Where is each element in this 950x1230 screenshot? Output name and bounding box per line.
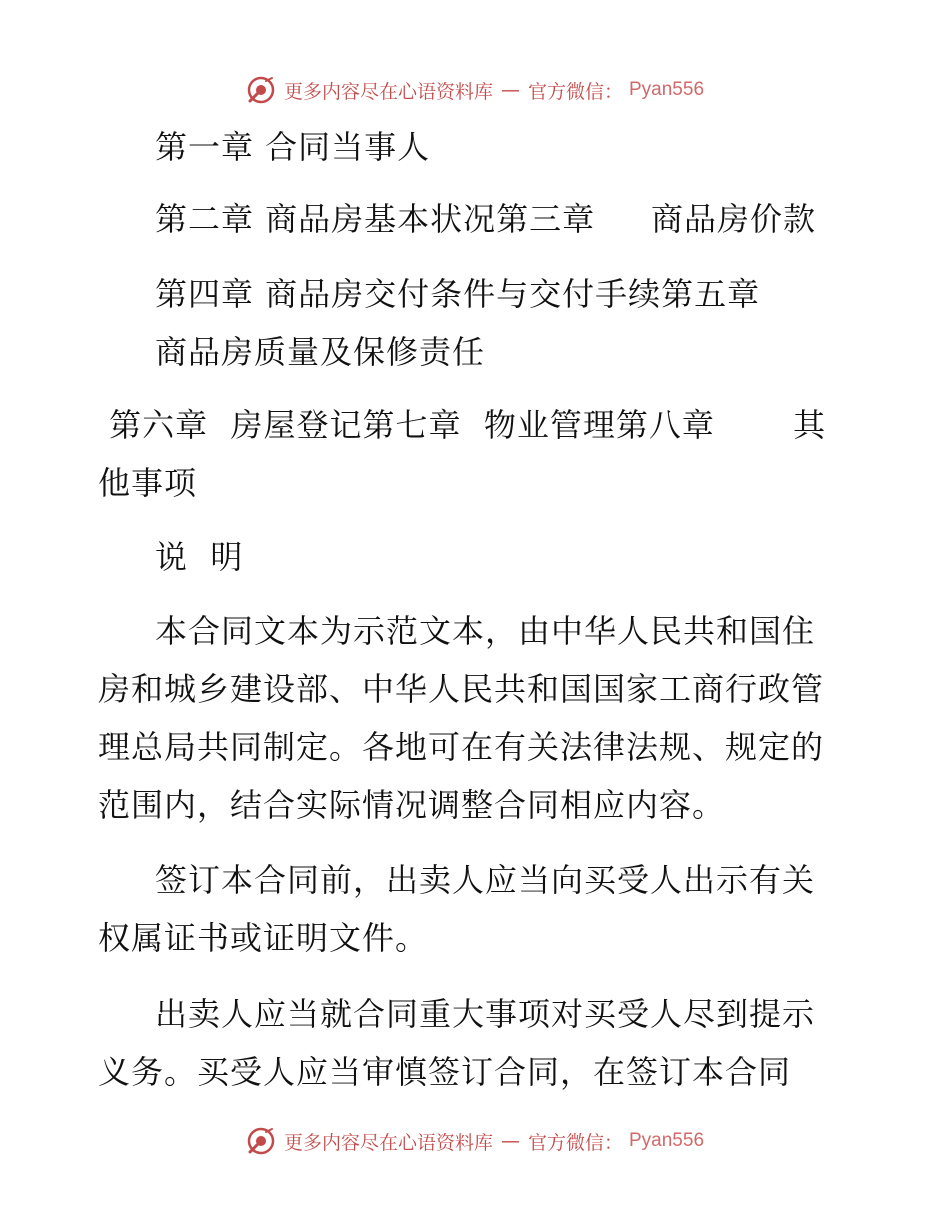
toc-chapter-1: 第一章 合同当事人 xyxy=(155,128,431,166)
watermark-wechat-id: Pyan556 xyxy=(629,1130,705,1151)
toc-chapter-4-5: 第四章 商品房交付条件与交付手续第五章 xyxy=(155,275,761,313)
paragraph-3-line-1: 出卖人应当就合同重大事项对买受人尽到提示 xyxy=(155,995,816,1033)
paragraph-1-line-2: 房和城乡建设部、中华人民共和国国家工商行政管 xyxy=(98,670,825,708)
section-heading: 说 明 xyxy=(155,538,244,576)
watermark-wechat-id: Pyan556 xyxy=(629,79,705,100)
logo-icon xyxy=(246,75,276,105)
paragraph-1-line-3: 理总局共同制定。各地可在有关法律法规、规定的 xyxy=(98,728,825,766)
watermark-separator: — xyxy=(500,1130,520,1152)
watermark-wechat-label: 官方微信： xyxy=(527,1131,623,1154)
header-watermark xyxy=(0,70,950,110)
toc-chapter-8-title: 他事项 xyxy=(98,464,198,502)
toc-chapter-5-title: 商品房质量及保修责任 xyxy=(155,333,486,371)
footer-watermark xyxy=(0,1121,950,1161)
logo-icon xyxy=(246,1126,276,1156)
paragraph-2-line-1: 签订本合同前，出卖人应当向买受人出示有关 xyxy=(155,861,816,899)
paragraph-3-line-2: 义务。买受人应当审慎签订合同，在签订本合同 xyxy=(98,1053,792,1091)
paragraph-1-line-4: 范围内，结合实际情况调整合同相应内容。 xyxy=(98,786,726,824)
paragraph-1-line-1: 本合同文本为示范文本，由中华人民共和国住 xyxy=(155,612,816,650)
watermark-text: 更多内容尽在心语资料库 xyxy=(283,80,493,103)
toc-chapter-6-8: 第六章 房屋登记第七章 物业管理第八章 其 xyxy=(98,406,827,444)
watermark-wechat-label: 官方微信： xyxy=(527,80,623,103)
paragraph-2-line-2: 权属证书或证明文件。 xyxy=(98,919,429,957)
watermark-text: 更多内容尽在心语资料库 xyxy=(283,1131,493,1154)
toc-chapter-2-3: 第二章 商品房基本状况第三章 商品房价款 xyxy=(155,200,817,238)
watermark-separator: — xyxy=(500,79,520,101)
